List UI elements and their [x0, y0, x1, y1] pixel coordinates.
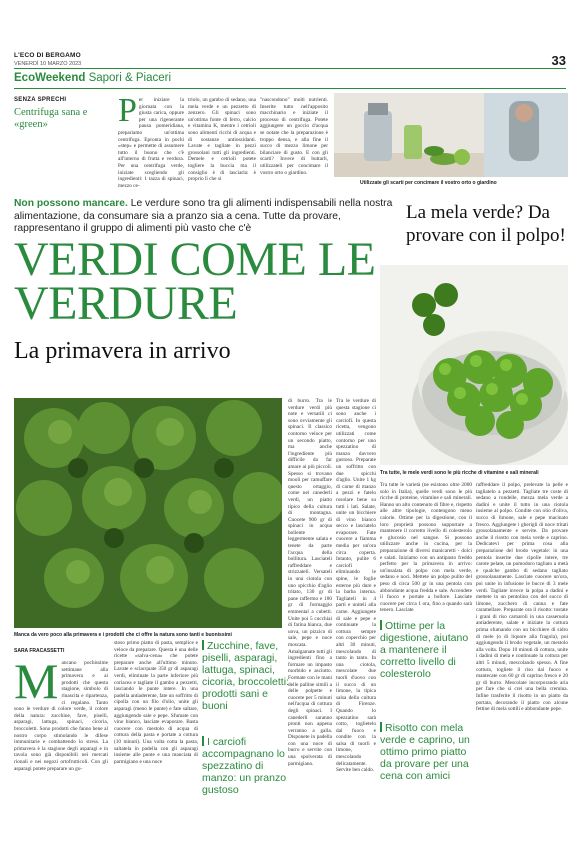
article1-col2: triolo, un gambo di sedano, una mela verde e un pezzetto di zenzero. Gli spinaci sono un'ottima fonte di ferro, calcio e vitamina K, mentre i cetrioli sono alimenti ricchi di acqua e di sostanze antiossidanti. Lavate e tagliate in pezzi grossolani tutti gli ingredienti. Demele e cetrioli potete togliere la buccia ma il consiglio è di lasciarla: è proprio lì che si: [188, 97, 256, 183]
article1-dropcap: P: [118, 97, 137, 129]
author-byline: SARA FRACASSETTI: [14, 648, 65, 654]
juicer-photo: [334, 93, 568, 177]
section-header: [14, 72, 171, 84]
sidebar-caption: Tra tutte, le mele verdi sono le più ricche di vitamine e sali minerali: [380, 470, 539, 476]
top-rule: [14, 68, 566, 69]
sidebar-title: La mela verde? Da provare con il polpo!: [406, 202, 566, 246]
main-col3: di burro. Tra le verdure verdi più note e versatili ci sono ovviamente gli spinaci. Il classico contorno veloce per un secondo piatto, ma anche l'ingrediente più difficile da far amare ai più piccoli. Spesso si trovano mooli per camuffare questo ortaggio, come nei canederli verdi, un piatto tipico della cultura di montagna. Cuocete 900 gr di spinaci in acqua bollente leggermente salata e tenete da parte l'acqua della bollitura. Lasciateli raffreddare e strizzateli. Versateli in una ciotola con uno spicchio d'aglio tritato, 130 gr di pane raffermo e 180 gr di formaggio emmental a cubetti. Unite poi 5 cucchiai di farina bianca, due uova, un pizzico di sale, pepe e noce moscata. Amalgamate tutti gli ingredienti fino a formare un impasto morbido e asciutto. Formate con le mani delle palline simili a delle polpette e cuocete per 5 minuti nell'acqua di cottura degli spinaci. I canederli saranno pronti non appena verranno a galla. Disponete in padella con una noce di burro e servite con una spolverata di parmigiano.: [288, 398, 332, 767]
article1-col1: Per iniziare la giornata con la giusta carica, oppure per una rigenerante pausa pomeridiana, prepariamo un'ottima centrifuga. Epronta in pochi «step» e permette di assumere tutto il buono che c'è all'interno di frutta e verdura. Per una centrifuga verde, iniziate scegliendo gli ingredienti: 1 tazza di spinaci, mezzo ce-: [118, 97, 184, 189]
intro-lead: Non possono mancare.: [14, 198, 128, 209]
section-brand: EcoWeekend: [14, 72, 86, 84]
main-col2: stoso primo piatto di pasta, semplice e veloce da preparare. Questa è una delle ricette «salva-cena» che potete preparare anche all'ultimo minuto. Lavate e sciacquate 350 gr di asparagi verdi, eliminate la parte inferiore più coriacea e tagliate il gambo a pezzetti, lasciando le punte intere. In una padella antiaderente, fate un soffritto di cipolla con un filo d'olio, unite gli asparagi (meno le punte) e fate saltare, aggiungendo sale e pepe. Sfumate con vino bianco, lasciate evaporare. Basta cuocere con mestolo di acqua di cottura della pasta e portate a cottura (10 minuti). Una volta cotta la pasta, saltatela in padella con gli asparagi insieme alle punte e una manciata di parmigiano e una noce: [114, 640, 198, 765]
issue-date: VENERDÌ 10 MARZO 2023: [14, 61, 82, 67]
sidebar-col2: raffreddare il polpo, prelevate la pelle e tagliatelo a pezzetti. Tagliate tre coste di sedano a rondelle, mezza mela verde a dadini e unite il tutto in una ciotola insieme al polpo. Condite con olio d'oliva, succo di limone, sale e pepe macinato fresco. Aggiungete i gherigli di noce tritati grossolanamente e servite. Da provare anche il risotto con mela verde e caprino. Dedicatevi per prima cosa alla preparazione del brodo vegetale: in una pentola inserite due cipolle intere, tre carote pelate, un pomodoro tagliato a metà e qualche gambo di sedano tagliato grossolanamente. Lasciate cuocere un'ora, poi unite in infusione le bucce di 3 mele verdi. Tagliate invece la polpa a dadini e mettete in un pentolino con del succo di limone, zucchero di canna e fate caramellare. Preparate ora il risotto: tostate i grani di riso carnaroli in una casseruola antiaderente, salate e iniziate la cottura prima sfumando con un bicchiere di sidro di mele (o di liquore alla fragola), poi aggiungendo il brodo vegetale, un mestolo alla volta. Dopo 10 minuti di cottura, unite i dadini di mela e continuate la cottura per altri 5 minuti, mescolando spesso. A fine cottura, togliete il riso dal fuoco e mantecate con 60 gr di caprino fresco e 20 gr di burro. Mescolate incorporando aria per fare che si crei una bella cremina. Infine trasferite il risotto in un piatto da portata, decorando il piatto con alcune fettine di mela sottili e abbondante pepe.: [476, 482, 568, 713]
section-name: Sapori & Piaceri: [88, 72, 172, 84]
main-pullquote-1: Zucchine, fave, piselli, asparagi, lattuga, spinaci, cicoria, broccoletti: prodotti sani e buoni: [202, 640, 289, 712]
article1-caption: Utilizzate gli scarti per concimare il vostro orto o giardino: [360, 180, 497, 186]
main-pullquote-2: I carciofi accompagnano lo spezzatino di manzo: un pranzo gustoso: [202, 736, 287, 796]
article1-kicker: SENZA SPRECHI: [14, 97, 67, 103]
main-subtitle: La primavera in arrivo: [14, 338, 231, 364]
intro-text: Le verdure sono tra gli alimenti indispensabili nella nostra alimentazione, da consumare sia a pranzo sia a cena. Tutte da provare, rappresentano il gruppo di alimenti più vasto che c'è: [14, 198, 393, 234]
newspaper-name: L'ECO DI BERGAMO: [14, 52, 81, 59]
broccoli-photo: [14, 398, 282, 628]
page-number: 33: [551, 53, 566, 68]
sidebar-pullquote-2: Risotto con mela verde e caprino, un ottimo primo piatto da provare per una cena con amici: [380, 722, 470, 782]
main-dropcap: M: [14, 660, 59, 709]
main-col1: Mancano pochissime settimane alla primavera e ai prodotti che questa stagione, simbolo di rinascita e ripartenza, ci regalano. Tanto sono le verdure di colore verde, il colore della natura: zucchine, fave, piselli, asparagi, lattuga, spinaci, cicoria, broccoletti. Sono prodotti che fanno bene al nostro corpo stimolando le difese immunitarie e combattendo lo stress. La primavera è la stagione degli asparagi e in tavola sono già disponibili nei mercati rionali e nei negozi ortofrutticoli. Con gli asparagi potete preparare un gu-: [14, 660, 108, 772]
article1-title: Centrifuga sana e «green»: [14, 107, 88, 130]
green-apples-photo: [380, 265, 568, 465]
sidebar-pullquote-1: Ottime per la digestione, aiutano a mantenere il corretto livello di colesterolo: [380, 620, 469, 680]
article1-col3: "nascondono" molti nutrienti. Inserite tutto nell'apposito macchinario e iniziate il processo di centrifuga. Potete aggiungere un goccio d'acqua se notate che la preparazione è troppo densa, e alla fine il succo di mezzo limone per bilanciare di gusto. E con gli scarti? Invece di buttarli, utilizzateli per concimare il vostro orto o giardino.: [260, 97, 328, 176]
section-rule: [14, 88, 566, 89]
main-headline: VERDI COME LE VERDURE: [14, 233, 376, 330]
intro-standfirst: [14, 198, 400, 236]
sidebar-col1: Tra tutte le varietà (ne esistono oltre 2000 solo in Italia), quelle verdi sono le più ricche di proteine, vitamine e sali minerali. Hanno un alto contenuto di fibre e, rispetto alle altre tipologie, contengono meno calorie. Ottime per la digestione, con il loro proprietà possono supportare a mantenere il corretto livello di colesterolo e glucosio nel sangue. Si possono utilizzare anche in cucina, per la preparazione di diversi manicaretti - dolci e salati. Iniziamo con un antipasto freddo perfetto per la primavera in arrivo: un'insalata di polpo con mela verde, sedano e noci. Mettete un polpo pulito del peso di circa 500 gr in una pentola con abbondante acqua fredda e sale. Accendete il fuoco e portate a bollore. Lasciate cuocere per circa 1 ora, fino a quando sarà tenero. Lasciate: [380, 482, 472, 614]
main-col4: Tra le verdure di questa stagione ci sono anche i carciofi. In questa ricetta, vengono utilizzati come contorno per uno spezzatino di manzo davvero gustoso. Preparate un soffritto con due spicchi d'aglio. Unite 1 kg di carne di manzo a pezzi e fatelo rosolare bene su tutti i lati. Salate, unite un bicchiere di vino bianco secco e lasciatelo evaporare. Fate cuocere a fiamma media per un'ora circa coperta. Intanto, pulite 6 carciofi eliminando le spine, le foglie esterne più dure e la barba interna. Tagliateli in 4 parti e uniteli alla carne. Aggiungete di sale e pepe e continuate la cottura sempre con coperchio per altri 30 minuti, mescolando di tanto in tanto. In una ciotola, mescolate due tuorli d'uovo con il succo di un limone, la tipica salsa della cultura di Firenze. Quando lo spezzatino sarà cotto, toglietelo dal fuoco e condite con la salsa di tuorli e limone, mescolando delicatamente. Servite ben caldo.: [336, 398, 376, 774]
main-caption: Manca da vero poco alla primavera e i prodotti che ci offre la natura sono tanti e buonissimi: [14, 632, 232, 638]
